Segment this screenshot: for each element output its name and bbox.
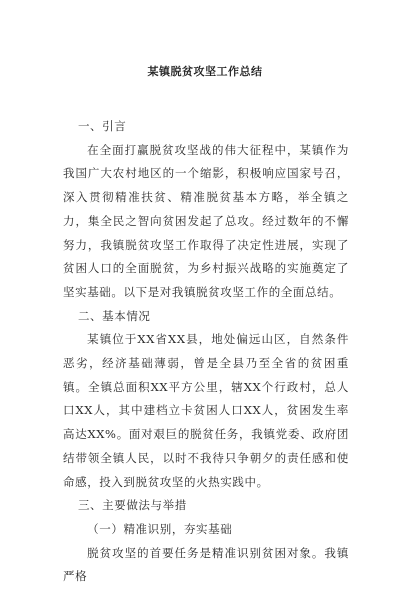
introduction-paragraph: 在全面打赢脱贫攻坚战的伟大征程中，某镇作为我国广大农村地区的一个缩影，积极响应国家号召，深入贯彻精准扶贫、精准脱贫基本方略，举全镇之力，集全民之智向贫困发起了总攻。经过数年的不懈努力，我镇脱贫攻坚工作取得了决定性进展，实现了贫困人口的全面脱贫，为乡村振兴战略的实施奠定了坚实基础。以下是对我镇脱贫攻坚工作的全面总结。 xyxy=(63,142,349,299)
section-heading-basic-situation: 二、基本情况 xyxy=(77,308,151,323)
basic-situation-paragraph: 某镇位于XX省XX县，地处偏远山区，自然条件恶劣，经济基础薄弱，曾是全县乃至全省的贫困重镇。全镇总面积XX平方公里，辖XX个行政村，总人口XX人，其中建档立卡贫困人口XX人，贫困发生率高达XX%。面对艰巨的脱贫任务，我镇党委、政府团结带领全镇人民，以时不我待只争朝夕的责任感和使命感，投入到脱贫攻坚的火热实践中。 xyxy=(63,332,349,489)
document-body xyxy=(63,115,349,589)
document-title: 某镇脱贫攻坚工作总结 xyxy=(147,65,263,78)
section-heading-main-measures: 三、主要做法与举措 xyxy=(77,498,187,513)
precise-identification-paragraph: 脱贫攻坚的首要任务是精准识别贫困对象。我镇严格 xyxy=(63,545,349,584)
subsection-heading-precise-identification: （一）精准识别，夯实基础 xyxy=(87,521,233,536)
section-heading-introduction: 一、引言 xyxy=(77,119,127,133)
